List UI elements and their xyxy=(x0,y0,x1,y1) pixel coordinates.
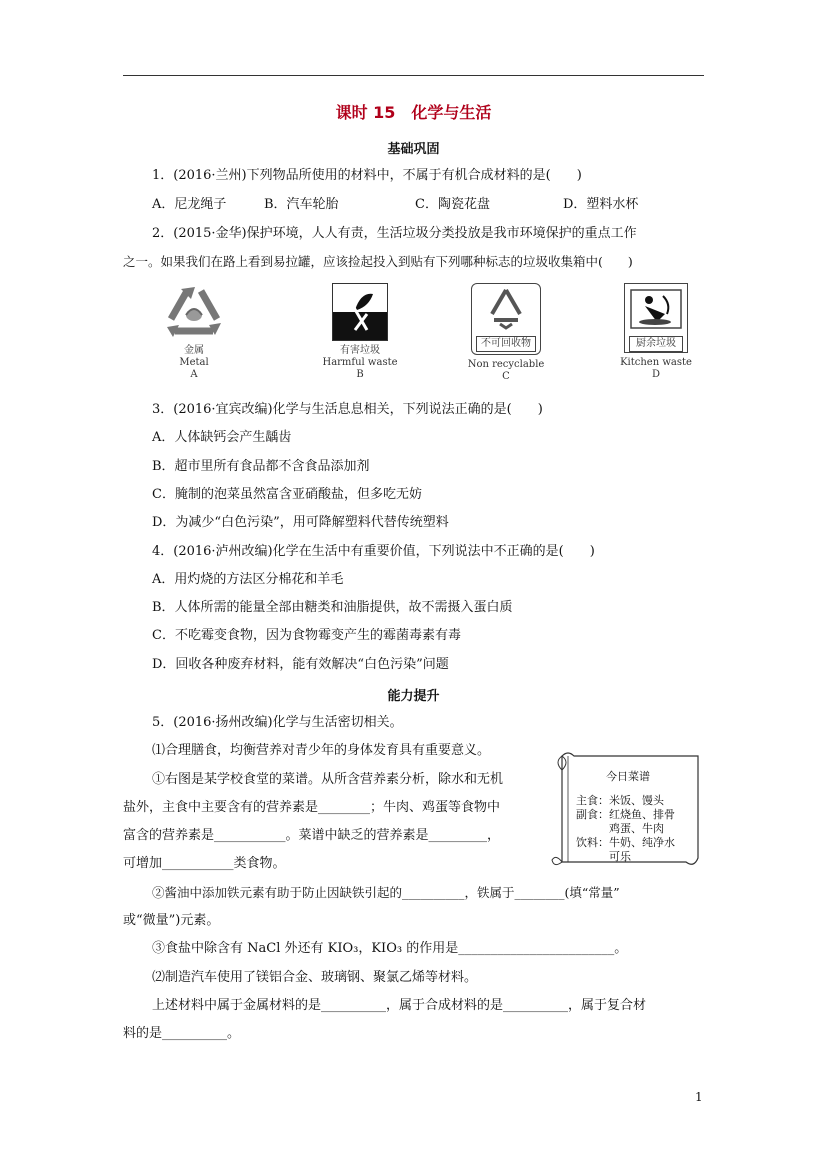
sign-metal-cn: 金属 xyxy=(184,345,204,356)
sign-metal-en: Metal xyxy=(179,357,209,368)
page-number: 1 xyxy=(695,1090,703,1104)
section-basic: 基础巩固 xyxy=(387,142,440,157)
menu-row-3: 鸡蛋、牛肉 xyxy=(576,822,664,835)
page-title: 课时 15 化学与生活 xyxy=(335,103,492,122)
sign-harmful-en: Harmful waste xyxy=(322,357,398,368)
q4-option-c: C．不吃霉变食物，因为食物霉变产生的霉菌毒素有毒 xyxy=(152,628,461,643)
q5-line-9: ③食盐中除含有 NaCl 外还有 KIO₃，KIO₃ 的作用是________________________。 xyxy=(152,941,628,956)
q5-line-12: 料的是__________。 xyxy=(123,1026,241,1041)
menu-scroll xyxy=(548,750,702,872)
sign-harmful xyxy=(318,283,402,381)
q5-line-6: 可增加___________类食物。 xyxy=(123,856,286,871)
q5-line-3: ①右图是某学校食堂的菜谱。从所含营养素分析，除水和无机 xyxy=(152,772,504,787)
sign-kitchen-cn: 厨余垃圾 xyxy=(629,336,683,352)
q5-line-11: 上述材料中属于金属材料的是__________，属于合成材料的是__________，属于复合材 xyxy=(152,998,647,1013)
sign-harmful-cn: 有害垃圾 xyxy=(340,345,380,356)
menu-row-1: 主食：米饭、馒头 xyxy=(576,794,664,807)
q3-option-b: B．超市里所有食品都不含食品添加剂 xyxy=(152,459,370,474)
header-rule xyxy=(123,75,704,76)
q4-option-d: D．回收各种废弃材料，能有效解决“白色污染”问题 xyxy=(152,657,449,672)
q2-stem-line1: 2．(2015·金华)保护环境，人人有责，生活垃圾分类投放是我市环境保护的重点工作 xyxy=(152,226,637,241)
q3-option-c: C．腌制的泡菜虽然富含亚硝酸盐，但多吃无妨 xyxy=(152,487,422,502)
q4-stem: 4．(2016·泸州改编)化学在生活中有重要价值，下列说法中不正确的是( ) xyxy=(152,544,595,559)
q1-option-a: A．尼龙绳子 xyxy=(152,197,227,212)
recycle-icon xyxy=(161,283,227,341)
q5-line-4: 盐外，主食中主要含有的营养素是________；牛肉、鸡蛋等食物中 xyxy=(123,800,501,815)
q5-line-2: ⑴合理膳食，均衡营养对青少年的身体发育具有重要意义。 xyxy=(152,743,491,758)
q1-option-d: D．塑料水杯 xyxy=(563,197,639,212)
sign-kitchen-letter: D xyxy=(651,369,661,380)
menu-row-5: 可乐 xyxy=(576,850,631,863)
sign-kitchen xyxy=(616,283,696,381)
q5-line-8: 或“微量”)元素。 xyxy=(123,913,220,928)
non-recyclable-icon xyxy=(471,283,541,355)
q2-stem-line2: 之一。如果我们在路上看到易拉罐，应该捡起投入到贴有下列哪种标志的垃圾收集箱中( ) xyxy=(123,254,633,269)
q1-option-c: C．陶瓷花盘 xyxy=(415,197,490,212)
q3-option-d: D．为减少“白色污染”，用可降解塑料代替传统塑料 xyxy=(152,515,449,530)
q1-option-b: B．汽车轮胎 xyxy=(264,197,339,212)
sign-non-recyclable-letter: C xyxy=(502,371,510,382)
q5-line-5: 富含的营养素是___________。菜谱中缺乏的营养素是_________， xyxy=(123,828,501,843)
sign-metal-letter: A xyxy=(190,369,198,380)
q3-stem: 3．(2016·宜宾改编)化学与生活息息相关，下列说法正确的是( ) xyxy=(152,402,543,417)
sign-metal xyxy=(150,283,238,381)
menu-row-2: 副食：红烧鱼、排骨 xyxy=(576,808,675,821)
sign-non-recyclable-en: Non recyclable xyxy=(467,359,545,370)
kitchen-waste-icon xyxy=(624,283,688,353)
q5-line-1: 5．(2016·扬州改编)化学与生活密切相关。 xyxy=(152,715,403,730)
sign-non-recyclable-cn: 不可回收物 xyxy=(476,336,536,352)
q1-stem: 1．(2016·兰州)下列物品所使用的材料中，不属于有机合成材料的是( ) xyxy=(152,168,582,183)
harmful-waste-icon xyxy=(332,283,388,341)
q3-option-a: A．人体缺钙会产生龋齿 xyxy=(152,430,292,445)
menu-title: 今日菜谱 xyxy=(606,770,650,783)
section-advanced: 能力提升 xyxy=(387,689,440,704)
sign-harmful-letter: B xyxy=(356,369,364,380)
q4-option-b: B．人体所需的能量全部由糖类和油脂提供，故不需摄入蛋白质 xyxy=(152,600,513,615)
sign-kitchen-en: Kitchen waste xyxy=(620,357,692,368)
q5-line-10: ⑵制造汽车使用了镁铝合金、玻璃钢、聚氯乙烯等材料。 xyxy=(152,970,478,985)
menu-row-4: 饮料：牛奶、纯净水 xyxy=(576,836,675,849)
q5-line-7: ②酱油中添加铁元素有助于防止因缺铁引起的__________，铁属于________(填“常量” xyxy=(152,885,620,900)
sign-non-recyclable xyxy=(460,283,552,383)
q4-option-a: A．用灼烧的方法区分棉花和羊毛 xyxy=(152,572,344,587)
